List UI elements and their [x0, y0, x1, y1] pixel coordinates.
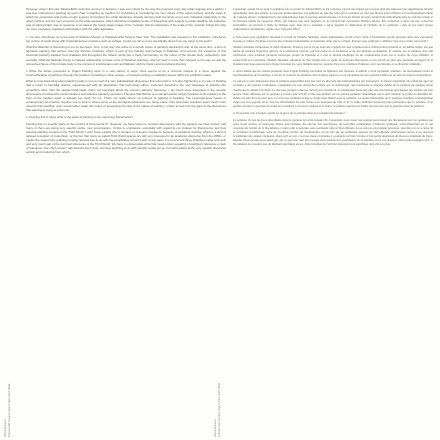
question-text: Keeping this in mind, what is the place of painting in the upcoming Documenta ?	[29, 115, 134, 120]
question-marker-icon: ●	[26, 34, 28, 39]
running-header-french	[214, 340, 226, 440]
running-header-author: Okwui Enwezor	[4, 418, 7, 437]
question-marker-icon: ●	[233, 68, 235, 73]
running-header-subtitle: Entretien avec Suzanne Pagé & Hans-Ulrich Obrist	[218, 382, 221, 437]
question-marker-icon: ●	[233, 111, 235, 116]
french-column	[233, 7, 433, 149]
running-header-english	[4, 340, 16, 440]
question-text: While the artists presented in Urgent Painting work in a vast variety of ways, there seems to be a common interest in a move against the commodification of painting, through the creation of painting in other spaces, or through working on awkward issues within the exhibition space.	[26, 68, 226, 77]
question-paragraph	[233, 111, 433, 115]
english-column	[26, 7, 226, 157]
question-marker-icon: ●	[26, 68, 28, 73]
question-paragraph	[233, 35, 433, 43]
answer-paragraph: Ce qui est le plus intéressant dans la peinture aujourd'hui n'est pas tant les discours très individualistes qui l'entourent. Je trouve également très effrayant que l'on revienne à des notions formalistes, complétées par une abstraction offerte par la technologie, qui transforme le langage même de la peinture en quelque chose d'autre que le simple fait main. Le discours pictural actuel ne devrait pas s'arrêter là. Je m'intéresse beaucoup plus aux discussions spécifiques des artistes qui font preuve d'une réflexion sur la peinture à travers leur travail. L'idée que Richter est un peintre pertinent simplement parce qu'il maîtrise la forme du médium lui-même est déjà de trop pour moi. Ce n'est pas vraiment là que se dirige mon intérêt pour la peinture. La nature hétérogène de la pratique artistique contemporaine exige que l'on regarde où se font les affirmations les plus fortes. Les pratiques du film et de la vidéo semblent beaucoup plus pertinentes que la peinture, et je préfère aborder la question du statut de la peinture à travers le cinéma et la vidéo. Je préfère regarder les failles des discours que la peinture tente de pénétrer.	[233, 79, 433, 108]
answer-paragraph: Shahzia Sikander is interesting to me for two ways. First, in her way she refers to a certain notion of painterly abstraction and, at the same time, a form of figurative painting that derives from the Persian miniature, which is part of her training and heritage in Pakistan. And second, the existence of this historical painterly tradition from Pakistan and throughout the Islamic world into a frank commentary on the notion of the female body, subjectivity, and sexuality. Shahzia Sikander brings a charged relationship to these sorts of historical practices, and her work is more than relevant to the way we ask the unresolved figure of the female body in the context of a landscape such as Pakistan, with its history and its cultural diversity.	[26, 45, 226, 66]
question-text: Vous nous avez également introduit le travail de Shahzia Sikander, artiste pakistanaise vivant à New York. L'installation qu'elle présente dans cette exposition évoque sa culture d'origine à travers des pratiques industrielles occidentales telles que le collage. Pouvez-vous expliquer comment vous avez connu son travail ?	[233, 34, 433, 43]
question-paragraph	[26, 35, 226, 43]
answer-paragraph: La peinture n'a pas de place déterminée dans le contexte de la Documenta XI. Cependant, nous avons des équipes pour mener des discussions avec les peintres que nous avons invités, et beaucoup d'entre eux réalisent des œuvres très spécifiques, de nouvelles commandes. J'aimerais souligner, particulièrement en ce qui concerne les invités de la Documenta, à quel point la peinture reste pertinente dans le Tiers-Monde. Je ne sais pas exactement pourquoi, peut-être est-ce à cause de la formation académique, sorte de réception tardive du modernisme, ou du fait que de nombreux espaces du Tiers-Monde s'intéressent encore à un discours académique des années cinquante. Quoi qu'il en soit, c'est une chose récurrente. La peinture est bien vivante et fait partie intégrante du discours dominant du Tiers-Monde. Nous devons nous interroger sur ce que cela veut dire lorsque nous parlons de la pertinence de la peinture ou de son absence. Notre préoccupation avec la Documenta ne concerne pas un médium spécifique en soi, mais l'examen de l'activité discursive très spécifique dont elle procède.	[233, 117, 433, 147]
running-header-author: Okwui Enwezor	[214, 418, 217, 437]
paragraph: However, when I first saw Tatiana Brill's work this summer in Antwerp, I was very struck by the way she imposed every day urban signage into a gallery. I was less interested in painting as such, than in painting as medium for embarking in considering the very nature of the urban context, and the ways in which the panoramic and codes of sign systems throughout the urban landscape already denotes both the limits of our own individual subjectivity in the urban context, and the very presence of the state apparatus, which demands a legalistic series of interacting with regards to urban dwelling. My collective was an idiosyncratic one, in response to an idea of the nearly-stasis image of the "outside" that the distinction of the scale of the "outside" brings into play our own, everyday, regulated confrontation with the state apparatus.	[26, 7, 226, 32]
answer-paragraph: Painting has no specific place in the context of Documenta XI. However, we have teams to conduct discussions with the painters we have invited, and many of them are doing very specific works, new commissions. I'd like to emphasize, especially with regard to our invitees for Documenta, just how relevant painting remains in the Third World. I don't know exactly why it remains so relevant, maybe it's because of academic training, which is a kind of delayed reception of modernism, or the fact that many so-called Third World spaces are still very interested in an academic discourse from the 1950s, or maybe the reason why painting remains relevant has to do with the possibilities of point itself. In any case, it is a recurrent thing. Painting is alive and well, and very much part of the dominant discourse of the Third World. We have to contemplate what that means when speaking of painting's relevance or lack of relevance. Our chief concern with Documenta X does not have anything to do with specific media per se, but with looking at the very specific discursive activity and producing from which.	[26, 121, 226, 155]
question-marker-icon: ●	[26, 115, 28, 120]
question-paragraph	[233, 69, 433, 77]
question-text: En gardant cela à l'esprit, quelle est la place de la peinture dans la prochaine Documenta ?	[236, 111, 346, 116]
question-marker-icon: ●	[233, 34, 235, 39]
paragraph: Cependant, quand j'ai vu pour la première fois le travail de Tatiana Brill cet été à Anvers, j'ai été très frappé par la façon dont elle imposait une signalisation urbaine quotidienne dans une galerie. Je me suis moins intéressé à la peinture en tant que telle qu'à la peinture en tant que moyen pour réfléchir au fonctionnement même du contexte urbain ; l'omniprésence des signalétiques dans le paysage urbain marque à la fois les limites de notre subjectivité individuelle dans le contexte urbain et la présence même de l'appareil d'État, qui impose une série légaliste de la interactivité concernant l'habitat urbain. Ma collection a donc été une collection particulière, en réaction à l'idée de l'image toute faite de l'« extérieur » selon laquelle la distinction de l'échelle de l'« extérieur » met en jeu notre propre confrontation quotidienne, réglée avec l'appareil d'État.	[233, 7, 433, 32]
answer-paragraph: Shahzia Sikander m'intéresse de deux manières. D'abord, par la façon dont elle s'appuie sur une certaine notion d'abstraction picturale et, en même temps, sur une forme de peinture figurative dérivée de la miniature persane, qui fait partie de sa formation et de son héritage au Pakistan. Et ensuite, par la manière dont elle transforme cette tradition picturale historique propre au Pakistan et à tout le monde islamique en un commentaire franc sur la notion du corps féminin, la subjectivité et la sexualité. Shahzia Sikander entretient un lien chargé avec ce genre de pratiques historiques et son travail est plus que pertinent au regard de la manière dont nous percevons la figure irrésolue du corps féminin dans le contexte d'un pays comme le Pakistan, avec son histoire et sa diversité culturelle.	[233, 45, 433, 66]
question-text: You also introduced us to the work of Shahiza Shumin, a Pakistani artist living in New York. The installation she presents in this exhibition, introduces her culture of origin along with industrial access practices such as collage. Could you tell us more specifically about how you came to his work?	[26, 34, 226, 43]
question-text: Alors même que les artistes présentés dans Urgent Painting travaillent de manières très diverses, il semble y avoir un intérêt commun : un mouvement contre la marchandisation de la peinture, à travers la création de peintures dans d'autres espaces, ou en travaillant sur des questions délicates au sein de l'espace d'exposition.	[233, 68, 433, 77]
question-paragraph	[26, 69, 226, 77]
question-paragraph	[26, 115, 226, 119]
running-header-subtitle: Interview with Suzanne Pagé & Hans-Ulrich Obrist	[8, 383, 11, 437]
answer-paragraph: What is most interesting about painting today is not so much the very individualistic discourses that surrounds it. It is also frightening in my way of thinking that a return to formalist notions, supplemented with an abstraction that technology offers, somehow transforms the very language of painting into something other than the simple hand-made, that's not important about the present painterly discourse. I am much more interested in the specific discussions of artists who communicate a self-reflexive painterly operation. The idea that Richter is a relevant painter simply because of his mastery of the form of the medium itself, is already too much for me. That's not really where my interest of painting is heading. The heterogeneous nature of contemporary art practice requires one to look to where some of the strongest statements are being made. Film and video practices seem much more relevant than painting, and I would rather make this notion of presenting the idea of the status of painting. I prefer to look into the gaps of the discourses that painting is trying to enter into.	[26, 79, 226, 113]
